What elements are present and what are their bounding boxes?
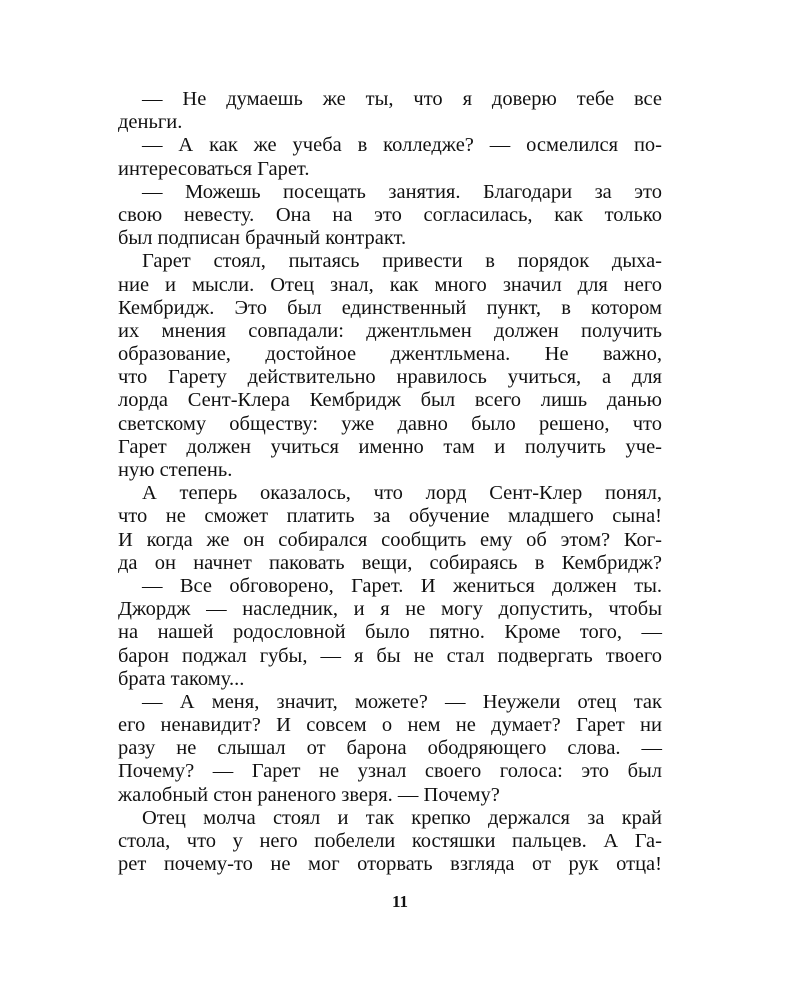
text-line: жалобный стон раненого зверя. — Почему? <box>118 783 500 806</box>
page-number: 11 <box>391 892 409 911</box>
text-line: Гарет стоял, пытаясь привести в порядок дыха- <box>142 250 662 273</box>
text-line: Отец молча стоял и так крепко держался за край <box>142 806 662 829</box>
text-line: ние и мысли. Отец знал, как много значил для него <box>118 273 662 296</box>
text-line: — А меня, значит, можете? — Неужели отец так <box>142 690 662 713</box>
text-line: — Можешь посещать занятия. Благодари за это <box>142 180 662 203</box>
page-body <box>118 88 662 876</box>
text-line: что Гарету действительно нравилось учиться, а для <box>118 366 662 389</box>
text-line: интересоваться Гарет. <box>118 157 310 180</box>
text-line: его ненавидит? И совсем о нем не думает? Гарет ни <box>118 714 662 737</box>
text-line: Почему? — Гарет не узнал своего голоса: это был <box>118 760 662 783</box>
text-line: А теперь оказалось, что лорд Сент-Клер понял, <box>142 482 662 505</box>
text-line: их мнения совпадали: джентльмен должен получить <box>118 319 662 342</box>
text-line: Гарет должен учиться именно там и получить уче- <box>118 435 662 458</box>
text-line: светскому обществу: уже давно было решено, что <box>118 412 662 435</box>
text-line: — Не думаешь же ты, что я доверю тебе все <box>142 88 662 110</box>
text-line: барон поджал губы, — я бы не стал подвергать твоего <box>118 644 662 667</box>
text-line: Джордж — наследник, и я не могу допустить, чтобы <box>118 598 662 621</box>
text-line: что не сможет платить за обучение младшего сына! <box>118 505 662 528</box>
text-line: деньги. <box>118 111 183 134</box>
text-line: И когда же он собирался сообщить ему об этом? Ког- <box>118 528 662 551</box>
text-line: — Все обговорено, Гарет. И жениться должен ты. <box>142 574 662 597</box>
text-line: разу не слышал от барона ободряющего слова. — <box>118 737 662 760</box>
text-line: был подписан брачный контракт. <box>118 227 407 250</box>
text-line: ную степень. <box>118 459 233 481</box>
text-line: образование, достойное джентльмена. Не важно, <box>118 343 662 366</box>
text-line: на нашей родословной было пятно. Кроме того, — <box>118 621 662 644</box>
text-line: брата такому... <box>118 667 245 690</box>
text-line: Кембридж. Это был единственный пункт, в котором <box>118 296 662 319</box>
text-line: — А как же учеба в колледже? — осмелился по- <box>142 134 662 157</box>
text-line: да он начнет паковать вещи, собираясь в Кембридж? <box>118 551 662 574</box>
text-line: стола, что у него побелели костяшки пальцев. А Га- <box>118 830 662 852</box>
text-line: лорда Сент-Клера Кембридж был всего лишь данью <box>118 389 662 412</box>
text-line: рет почему-то не мог оторвать взгляда от рук отца! <box>118 853 662 876</box>
text-line: свою невесту. Она на это согласилась, как только <box>118 203 662 226</box>
